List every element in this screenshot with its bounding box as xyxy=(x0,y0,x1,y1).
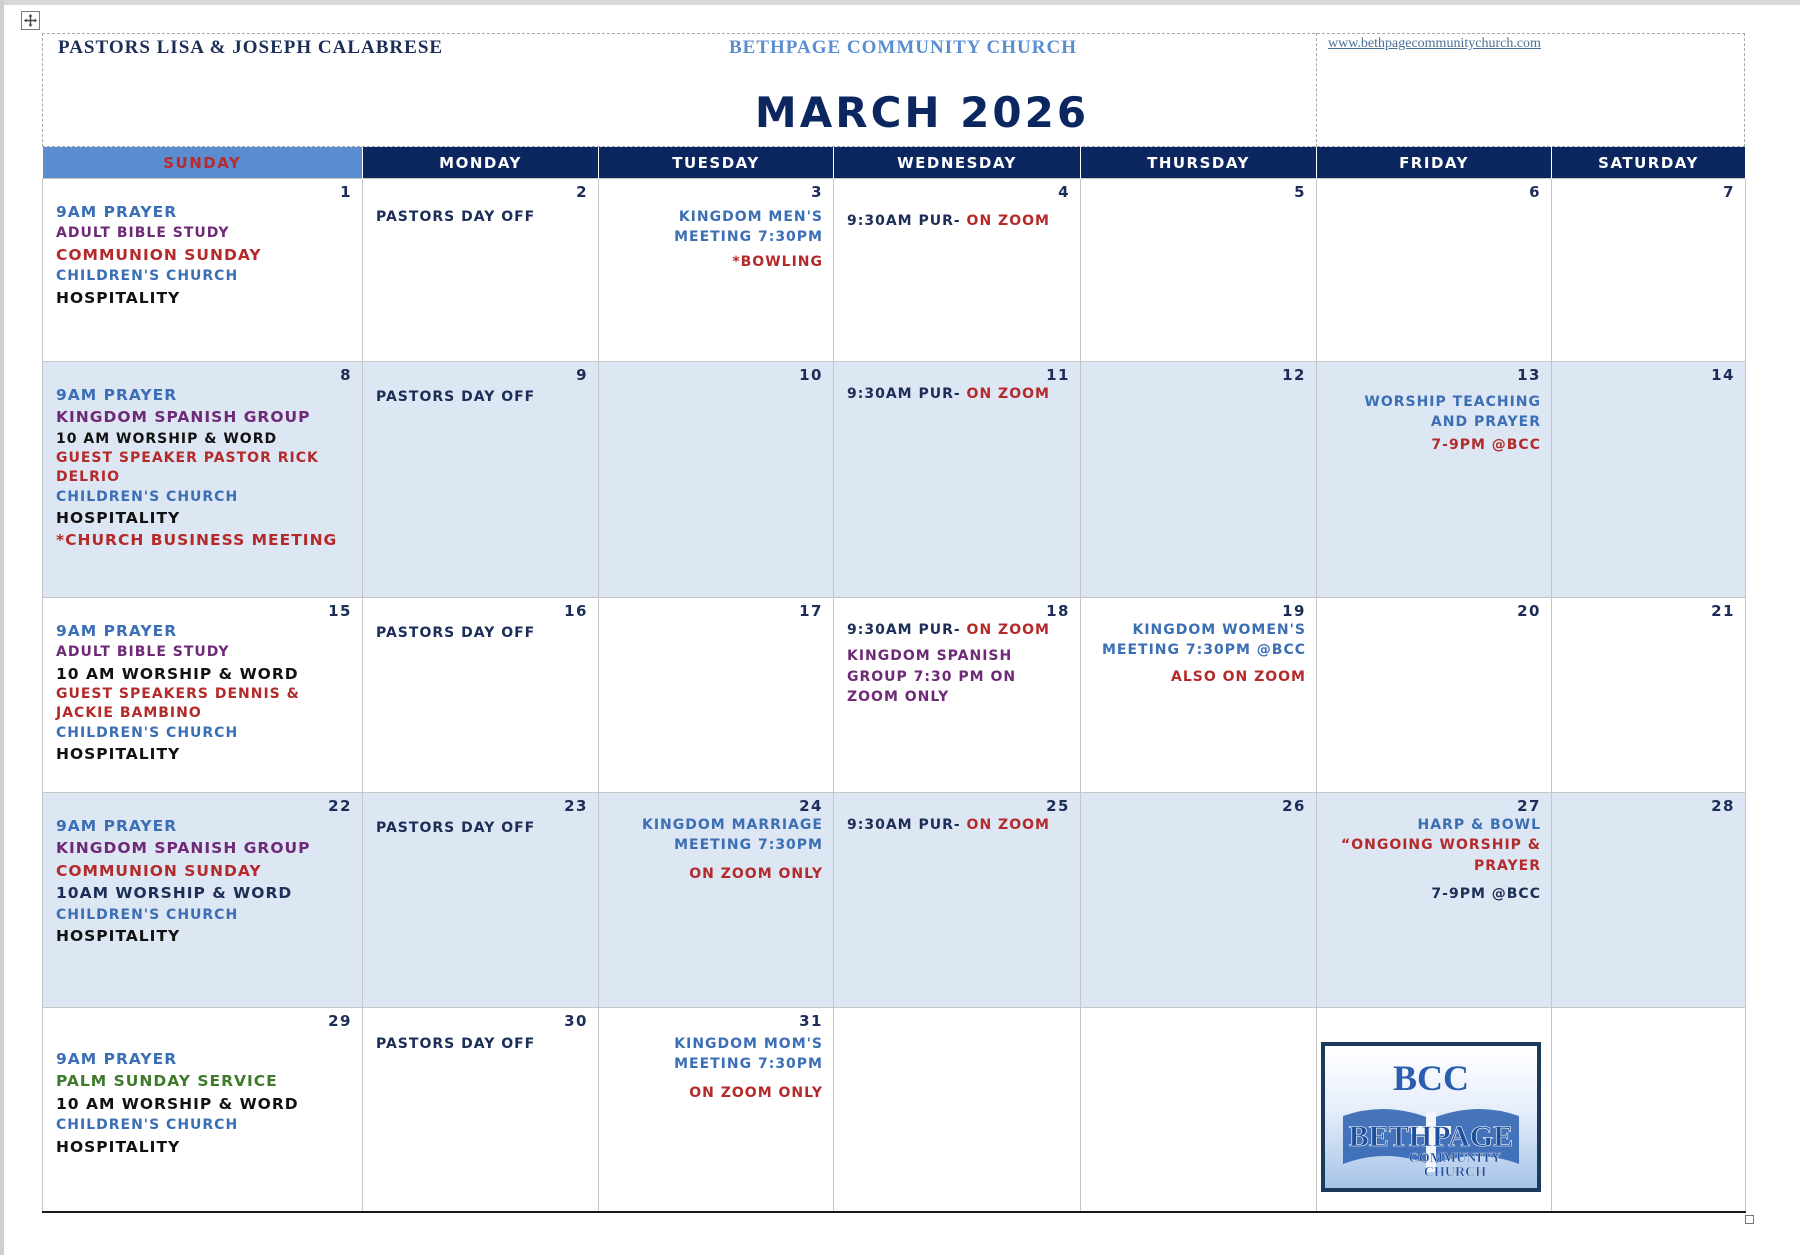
day-number: 3 xyxy=(811,183,823,201)
event-pur-prayer xyxy=(847,384,1070,404)
top-page-rule xyxy=(0,0,1800,5)
empty-cell[interactable] xyxy=(834,1008,1081,1212)
day-cell-2[interactable] xyxy=(363,179,599,362)
day-number: 5 xyxy=(1294,183,1306,201)
event-prayer: 9AM PRAYER xyxy=(56,203,178,221)
event-kingdom-spanish-group: KINGDOM SPANISH GROUP xyxy=(56,408,311,427)
day-cell-8[interactable] xyxy=(43,362,363,598)
event-childrens-church: CHILDREN'S CHURCH xyxy=(56,268,239,285)
week-row-1 xyxy=(43,179,1746,362)
event-communion-sunday: COMMUNION SUNDAY xyxy=(56,245,262,264)
day-number: 1 xyxy=(340,183,352,201)
day-cell-20[interactable] xyxy=(1317,598,1552,793)
event-childrens-church: CHILDREN'S CHURCH xyxy=(56,725,239,742)
day-cell-21[interactable] xyxy=(1552,598,1746,793)
day-cell-18[interactable] xyxy=(834,598,1081,793)
day-number: 30 xyxy=(564,1012,588,1030)
day-number: 26 xyxy=(1282,797,1306,815)
day-cell-13[interactable] xyxy=(1317,362,1552,598)
event-worship-and-word: 10 AM WORSHIP & WORD xyxy=(56,664,299,683)
day-number: 12 xyxy=(1282,366,1306,384)
event-pur-prayer xyxy=(847,211,1070,231)
event-hospitality: HOSPITALITY xyxy=(56,509,181,528)
event-adult-bible-study: ADULT BIBLE STUDY xyxy=(56,644,230,661)
day-cell-30[interactable] xyxy=(363,1008,599,1212)
empty-cell[interactable] xyxy=(1081,1008,1317,1212)
month-title: MARCH 2026 xyxy=(754,88,1090,137)
event-hospitality: HOSPITALITY xyxy=(56,288,181,307)
event-kingdom-mens-meeting: KINGDOM MEN'S MEETING 7:30PM xyxy=(674,209,823,246)
event-prayer: 9AM PRAYER xyxy=(56,622,178,640)
day-cell-28[interactable] xyxy=(1552,793,1746,1008)
event-church-business-meeting: *CHURCH BUSINESS MEETING xyxy=(56,530,338,549)
event-adult-bible-study: ADULT BIBLE STUDY xyxy=(56,225,230,242)
day-cell-17[interactable] xyxy=(599,598,834,793)
event-childrens-church: CHILDREN'S CHURCH xyxy=(56,489,239,506)
event-hospitality: HOSPITALITY xyxy=(56,1137,181,1156)
church-logo xyxy=(1321,1042,1541,1192)
weekday-wednesday: WEDNESDAY xyxy=(834,147,1081,179)
day-number: 15 xyxy=(328,602,352,620)
day-number: 24 xyxy=(799,797,823,815)
event-prayer: 9AM PRAYER xyxy=(56,1050,178,1068)
day-number: 20 xyxy=(1517,602,1541,620)
day-number: 11 xyxy=(1046,366,1070,384)
event-pur-zoom: ON ZOOM xyxy=(960,817,1050,833)
day-number: 31 xyxy=(799,1012,823,1030)
day-number: 23 xyxy=(564,797,588,815)
day-number: 25 xyxy=(1046,797,1070,815)
weekday-monday: MONDAY xyxy=(363,147,599,179)
event-ongoing-worship-prayer: “ONGOING WORSHIP & PRAYER xyxy=(1341,837,1541,874)
week-row-5 xyxy=(43,1008,1746,1212)
church-logo-art xyxy=(1325,1046,1537,1188)
day-cell-24[interactable] xyxy=(599,793,834,1008)
event-bowling: *BOWLING xyxy=(732,253,823,270)
event-pur-label: 9:30AM PUR- xyxy=(847,386,961,402)
pastors-names: PASTORS LISA & JOSEPH CALABRESE xyxy=(58,37,444,58)
event-prayer: 9AM PRAYER xyxy=(56,817,178,835)
day-number: 10 xyxy=(799,366,823,384)
day-cell-6[interactable] xyxy=(1317,179,1552,362)
calendar-document xyxy=(42,33,1745,1214)
day-cell-27[interactable] xyxy=(1317,793,1552,1008)
event-communion-sunday: COMMUNION SUNDAY xyxy=(56,861,262,880)
day-cell-11[interactable] xyxy=(834,362,1081,598)
week-row-2 xyxy=(43,362,1746,598)
day-number: 13 xyxy=(1517,366,1541,384)
day-cell-31[interactable] xyxy=(599,1008,834,1212)
empty-cell[interactable] xyxy=(1552,1008,1746,1212)
day-cell-25[interactable] xyxy=(834,793,1081,1008)
calendar-grid xyxy=(42,147,1746,1213)
day-number: 21 xyxy=(1711,602,1735,620)
day-cell-1[interactable] xyxy=(43,179,363,362)
day-number: 29 xyxy=(328,1012,352,1030)
church-name: BETHPAGE COMMUNITY CHURCH xyxy=(729,37,1077,58)
week-row-3 xyxy=(43,598,1746,793)
day-number: 17 xyxy=(799,602,823,620)
event-time-bcc: 7-9PM @BCC xyxy=(1431,436,1541,453)
day-cell-12[interactable] xyxy=(1081,362,1317,598)
table-resize-handle[interactable] xyxy=(1745,1215,1754,1224)
day-cell-4[interactable] xyxy=(834,179,1081,362)
day-cell-22[interactable] xyxy=(43,793,363,1008)
day-cell-16[interactable] xyxy=(363,598,599,793)
event-on-zoom-only: ON ZOOM ONLY xyxy=(689,1084,823,1101)
event-kingdom-womens-meeting: KINGDOM WOMEN'S MEETING 7:30PM @BCC xyxy=(1101,622,1306,659)
day-cell-23[interactable] xyxy=(363,793,599,1008)
event-guest-speaker: GUEST SPEAKER PASTOR RICK DELRIO xyxy=(56,450,319,486)
logo-name: BETHPAGE xyxy=(1348,1120,1514,1153)
event-kingdom-moms-meeting: KINGDOM MOM'S MEETING 7:30PM xyxy=(674,1036,823,1073)
event-childrens-church: CHILDREN'S CHURCH xyxy=(56,1117,239,1134)
event-worship-and-word: 10 AM WORSHIP & WORD xyxy=(56,1094,299,1113)
website-link[interactable]: www.bethpagecommunitychurch.com xyxy=(1328,36,1541,51)
day-number: 2 xyxy=(576,183,588,201)
weekday-tuesday: TUESDAY xyxy=(599,147,834,179)
day-cell-5[interactable] xyxy=(1081,179,1317,362)
day-number: 4 xyxy=(1058,183,1070,201)
event-guest-speakers: GUEST SPEAKERS DENNIS & JACKIE BAMBINO xyxy=(56,686,300,722)
day-cell-26[interactable] xyxy=(1081,793,1317,1008)
weekday-friday: FRIDAY xyxy=(1317,147,1552,179)
event-pastors-day-off: PASTORS DAY OFF xyxy=(376,820,536,836)
logo-sub-community: COMMUNITY xyxy=(1408,1151,1502,1166)
day-cell-3[interactable] xyxy=(599,179,834,362)
day-number: 28 xyxy=(1711,797,1735,815)
day-number: 8 xyxy=(340,366,352,384)
event-pastors-day-off: PASTORS DAY OFF xyxy=(376,209,536,225)
day-cell-19[interactable] xyxy=(1081,598,1317,793)
event-on-zoom-only: ON ZOOM ONLY xyxy=(689,865,823,882)
event-worship-and-word: 10AM WORSHIP & WORD xyxy=(56,884,293,903)
event-pur-label: 9:30AM PUR- xyxy=(847,622,961,638)
event-pur-zoom: ON ZOOM xyxy=(960,213,1050,229)
event-kingdom-spanish-group-zoom: KINGDOM SPANISH GROUP 7:30 PM ON ZOOM ONLY xyxy=(847,648,1017,705)
table-move-handle-icon[interactable] xyxy=(21,11,40,30)
event-worship-and-word: 10 AM WORSHIP & WORD xyxy=(56,430,278,447)
day-number: 14 xyxy=(1711,366,1735,384)
event-harp-and-bowl: HARP & BOWL xyxy=(1417,817,1541,833)
day-number: 19 xyxy=(1282,602,1306,620)
left-page-rule xyxy=(0,0,4,1255)
logo-monogram: BCC xyxy=(1392,1058,1470,1098)
day-cell-29[interactable] xyxy=(43,1008,363,1212)
day-number: 6 xyxy=(1529,183,1541,201)
event-childrens-church: CHILDREN'S CHURCH xyxy=(56,906,239,923)
event-pastors-day-off: PASTORS DAY OFF xyxy=(376,625,536,641)
event-worship-teaching-prayer: WORSHIP TEACHING AND PRAYER xyxy=(1364,394,1541,431)
day-number: 16 xyxy=(564,602,588,620)
day-cell-9[interactable] xyxy=(363,362,599,598)
event-prayer: 9AM PRAYER xyxy=(56,386,178,404)
event-palm-sunday-service: PALM SUNDAY SERVICE xyxy=(56,1072,278,1091)
day-number: 18 xyxy=(1046,602,1070,620)
event-pur-prayer xyxy=(847,620,1070,640)
day-number: 7 xyxy=(1723,183,1735,201)
week-row-4 xyxy=(43,793,1746,1008)
weekday-thursday: THURSDAY xyxy=(1081,147,1317,179)
event-pur-zoom: ON ZOOM xyxy=(960,386,1050,402)
logo-sub-church: CHURCH xyxy=(1423,1165,1487,1180)
weekday-header-row xyxy=(43,147,1746,179)
event-kingdom-spanish-group: KINGDOM SPANISH GROUP xyxy=(56,839,311,858)
event-pastors-day-off: PASTORS DAY OFF xyxy=(376,1036,536,1052)
event-pur-zoom: ON ZOOM xyxy=(960,622,1050,638)
event-kingdom-marriage-meeting: KINGDOM MARRIAGE MEETING 7:30PM xyxy=(641,817,823,854)
day-cell-15[interactable] xyxy=(43,598,363,793)
event-pur-label: 9:30AM PUR- xyxy=(847,817,961,833)
day-cell-14[interactable] xyxy=(1552,362,1746,598)
day-cell-7[interactable] xyxy=(1552,179,1746,362)
open-bible-cross-icon xyxy=(1325,1046,1537,1188)
event-pur-prayer xyxy=(847,815,1070,835)
day-number: 9 xyxy=(576,366,588,384)
event-time-bcc: 7-9PM @BCC xyxy=(1431,885,1541,902)
event-pur-label: 9:30AM PUR- xyxy=(847,213,961,229)
day-cell-10[interactable] xyxy=(599,362,834,598)
logo-cell[interactable] xyxy=(1317,1008,1552,1212)
event-hospitality: HOSPITALITY xyxy=(56,927,181,946)
event-hospitality: HOSPITALITY xyxy=(56,745,181,764)
event-pastors-day-off: PASTORS DAY OFF xyxy=(376,389,536,405)
weekday-saturday: SATURDAY xyxy=(1552,147,1746,179)
event-also-on-zoom: ALSO ON ZOOM xyxy=(1171,668,1306,685)
weekday-sunday: SUNDAY xyxy=(43,147,363,179)
day-number: 27 xyxy=(1517,797,1541,815)
day-number: 22 xyxy=(328,797,352,815)
